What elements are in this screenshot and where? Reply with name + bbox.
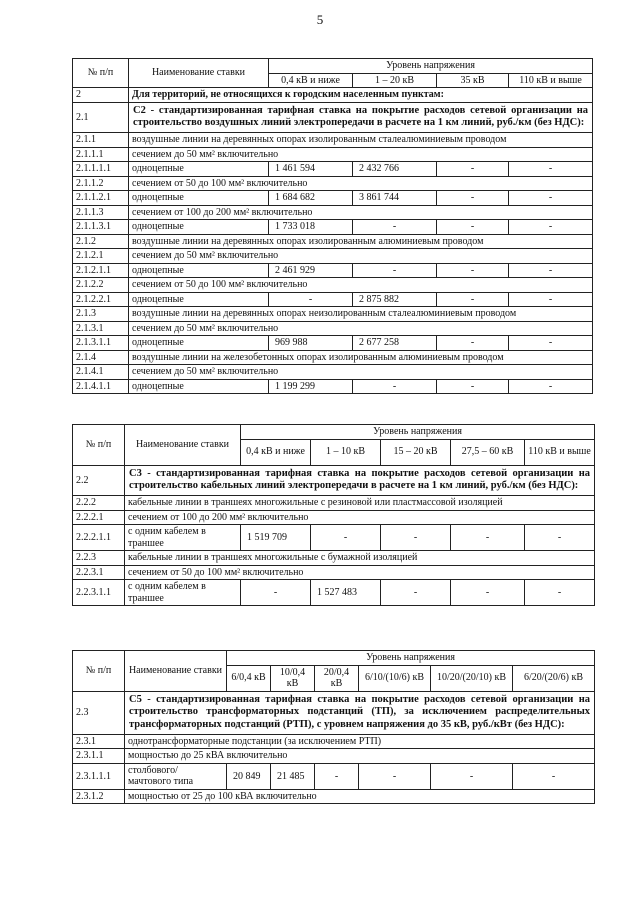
rate-value: - [353,220,437,235]
rate-value: 969 988 [269,336,353,351]
row-number: 2.1.4.1.1 [73,379,129,394]
row-number: 2.1.1 [73,133,129,148]
rate-value: - [509,292,593,307]
rate-value: - [437,379,509,394]
header-num: № п/п [73,425,125,466]
header-name: Наименование ставки [129,59,269,88]
row-number: 2.2.2 [73,496,125,511]
table-row [73,307,593,322]
table-row [73,525,595,551]
rate-value: - [451,525,525,551]
table-row [73,220,593,235]
table-row [73,510,595,525]
header-level: 110 кВ и выше [509,73,593,88]
row-number: 2.2.3.1.1 [73,580,125,606]
row-number: 2.1.2.1.1 [73,263,129,278]
rate-description: С3 - стандартизированная тарифная ставка на покрытие расходов сетевой организации на строительство кабельных линий электропередачи в расчете на 1 км линий, руб./км (без НДС): [125,465,595,496]
page-number: 5 [316,12,324,27]
header-level: 6/0,4 кВ [227,665,271,691]
table-row [73,191,593,206]
table-row [73,691,595,734]
section-label: сечением до 50 мм² включительно [129,249,593,264]
rate-value: 1 199 299 [269,379,353,394]
rate-value: 20 849 [227,763,271,789]
row-number: 2.1.1.3 [73,205,129,220]
table-row [73,162,593,177]
header-level: 10/0,4 кВ [271,665,315,691]
rate-value: - [437,263,509,278]
rate-item-label: столбового/ мачтового типа [125,763,227,789]
row-number: 2.1 [73,102,129,133]
header-level: 1 – 10 кВ [311,439,381,465]
rate-value: 1 527 483 [311,580,381,606]
section-label: кабельные линии в траншеях многожильные с бумажной изоляцией [125,551,595,566]
header-level: 35 кВ [437,73,509,88]
rate-item-label: одноцепные [129,220,269,235]
rate-value: 2 432 766 [353,162,437,177]
row-number: 2.1.1.1 [73,147,129,162]
row-number: 2.3.1.1.1 [73,763,125,789]
rate-value: - [509,191,593,206]
section-label: воздушные линии на деревянных опорах неизолированным сталеалюминиевым проводом [129,307,593,322]
rate-value: 2 875 882 [353,292,437,307]
rate-value: - [315,763,359,789]
rate-value: - [437,292,509,307]
row-number: 2.3.1 [73,734,125,749]
row-number: 2 [73,88,129,103]
header-level: 0,4 кВ и ниже [269,73,353,88]
section-label: сечением до 50 мм² включительно [129,321,593,336]
rate-value: - [353,379,437,394]
section-label: Для территорий, не относящихся к городским населенным пунктам: [129,88,593,103]
row-number: 2.1.4 [73,350,129,365]
rate-item-label: одноцепные [129,263,269,278]
header-level: 6/20/(20/6) кВ [513,665,595,691]
header-num: № п/п [73,651,125,692]
table-row [73,292,593,307]
row-number: 2.1.4.1 [73,365,129,380]
row-number: 2.1.1.2 [73,176,129,191]
rate-value: - [381,580,451,606]
row-number: 2.2.2.1 [73,510,125,525]
row-number: 2.1.3 [73,307,129,322]
row-number: 2.2.3.1 [73,565,125,580]
rate-value: - [437,162,509,177]
table-row [73,496,595,511]
row-number: 2.3.1.2 [73,789,125,804]
rate-value: - [509,336,593,351]
header-level: 20/0,4 кВ [315,665,359,691]
table-row [73,350,593,365]
rate-value: - [451,580,525,606]
row-number: 2.1.1.2.1 [73,191,129,206]
table-row [73,249,593,264]
row-number: 2.2.3 [73,551,125,566]
header-voltage: Уровень напряжения [241,425,595,440]
table-row [73,379,593,394]
rate-value: 1 684 682 [269,191,353,206]
header-level: 27,5 – 60 кВ [451,439,525,465]
tariff-table-c2 [72,58,593,394]
row-number: 2.1.2.1 [73,249,129,264]
header-name: Наименование ставки [125,425,241,466]
table-row [73,789,595,804]
row-number: 2.1.3.1.1 [73,336,129,351]
table-row [73,263,593,278]
section-label: сечением от 50 до 100 мм² включительно [129,176,593,191]
table-row [73,234,593,249]
rate-value: 2 461 929 [269,263,353,278]
table-row [73,336,593,351]
section-label: воздушные линии на железобетонных опорах изолированным алюминиевым проводом [129,350,593,365]
table-row [73,565,595,580]
header-level: 0,4 кВ и ниже [241,439,311,465]
rate-value: - [525,525,595,551]
row-number: 2.3 [73,691,125,734]
header-level: 1 – 20 кВ [353,73,437,88]
table-row [73,205,593,220]
row-number: 2.2.2.1.1 [73,525,125,551]
rate-value: - [437,220,509,235]
rate-value: - [509,263,593,278]
rate-value: - [437,191,509,206]
rate-value: - [311,525,381,551]
rate-item-label: с одним кабелем в траншее [125,580,241,606]
header-voltage: Уровень напряжения [227,651,595,666]
rate-description: С5 - стандартизированная тарифная ставка на покрытие расходов сетевой организации на строительство трансформаторных подстанций (ТП), за исключением распределительных трансформаторных подстанций (РТП), с уровнем напряжения до 35 кВ, руб./кВт (без НДС): [125,691,595,734]
rate-value: 1 519 709 [241,525,311,551]
header-voltage: Уровень напряжения [269,59,593,74]
row-number: 2.1.2.2 [73,278,129,293]
rate-value: - [381,525,451,551]
header-level: 110 кВ и выше [525,439,595,465]
rate-value: - [525,580,595,606]
table-row [73,321,593,336]
section-label: сечением до 50 мм² включительно [129,365,593,380]
row-number: 2.3.1.1 [73,749,125,764]
rate-value: - [509,379,593,394]
table-row [73,580,595,606]
rate-item-label: одноцепные [129,336,269,351]
rate-item-label: одноцепные [129,191,269,206]
row-number: 2.1.2.2.1 [73,292,129,307]
table1-body [73,88,593,394]
table2-body [73,465,595,606]
header-level: 10/20/(20/10) кВ [431,665,513,691]
rate-value: 2 677 258 [353,336,437,351]
rate-value: 21 485 [271,763,315,789]
table-row [73,763,595,789]
rate-value: 1 733 018 [269,220,353,235]
row-number: 2.1.2 [73,234,129,249]
rate-item-label: одноцепные [129,162,269,177]
header-name: Наименование ставки [125,651,227,692]
rate-value: 1 461 594 [269,162,353,177]
table-row [73,278,593,293]
tariff-table-c3 [72,424,595,606]
rate-value: - [437,336,509,351]
table-row [73,465,595,496]
rate-value: - [269,292,353,307]
section-label: сечением от 100 до 200 мм² включительно [129,205,593,220]
section-label: сечением от 100 до 200 мм² включительно [125,510,595,525]
table-row [73,147,593,162]
table-row [73,749,595,764]
tariff-table-c5 [72,650,595,804]
rate-item-label: одноцепные [129,379,269,394]
table-row [73,365,593,380]
rate-description: С2 - стандартизированная тарифная ставка на покрытие расходов сетевой организации на строительство воздушных линий электропередачи в расчете на 1 км линий, руб./км (без НДС): [129,102,593,133]
rate-item-label: с одним кабелем в траншее [125,525,241,551]
section-label: мощностью до 25 кВА включительно [125,749,595,764]
rate-value: 3 861 744 [353,191,437,206]
rate-item-label: одноцепные [129,292,269,307]
section-label: сечением от 50 до 100 мм² включительно [129,278,593,293]
row-number: 2.1.1.3.1 [73,220,129,235]
section-label: сечением от 50 до 100 мм² включительно [125,565,595,580]
rate-value: - [353,263,437,278]
table-row [73,734,595,749]
header-level: 6/10/(10/6) кВ [359,665,431,691]
rate-value: - [509,162,593,177]
section-label: мощностью от 25 до 100 кВА включительно [125,789,595,804]
rate-value: - [513,763,595,789]
section-label: воздушные линии на деревянных опорах изолированным алюминиевым проводом [129,234,593,249]
rate-value: - [241,580,311,606]
table-row [73,551,595,566]
rate-value: - [431,763,513,789]
table-row [73,88,593,103]
rate-value: - [509,220,593,235]
table-row [73,102,593,133]
section-label: кабельные линии в траншеях многожильные с резиновой или пластмассовой изоляцией [125,496,595,511]
header-num: № п/п [73,59,129,88]
row-number: 2.1.3.1 [73,321,129,336]
rate-value: - [359,763,431,789]
section-label: воздушные линии на деревянных опорах изолированным сталеалюминиевым проводом [129,133,593,148]
table-row [73,133,593,148]
section-label: сечением до 50 мм² включительно [129,147,593,162]
row-number: 2.2 [73,465,125,496]
header-level: 15 – 20 кВ [381,439,451,465]
table3-body [73,691,595,804]
row-number: 2.1.1.1.1 [73,162,129,177]
table-row [73,176,593,191]
section-label: однотрансформаторные подстанции (за исключением РТП) [125,734,595,749]
